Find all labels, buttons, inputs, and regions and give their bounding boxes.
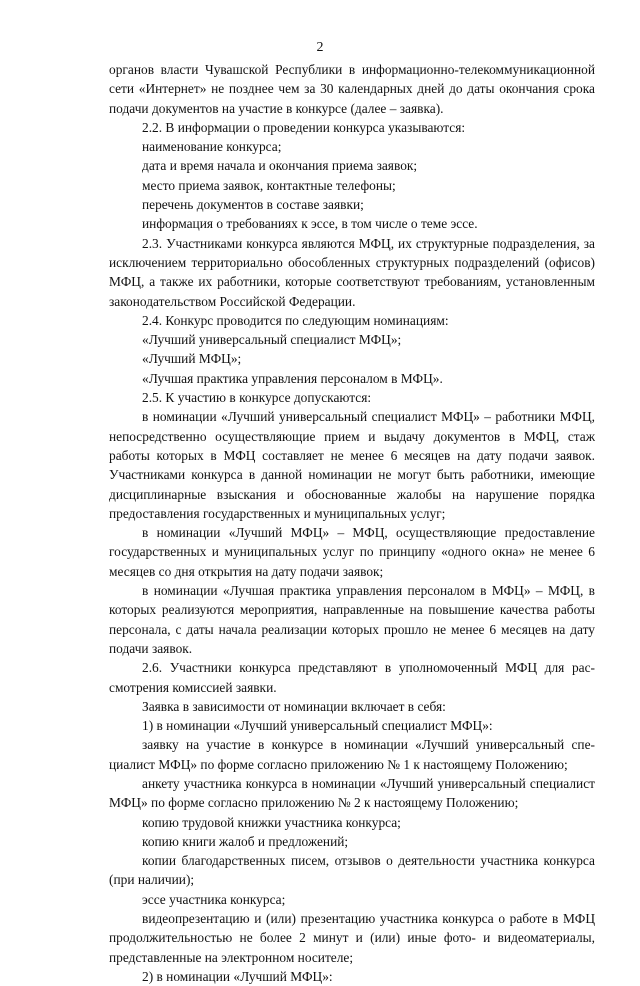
paragraph: в номинации «Лучший универсальный специалист МФЦ» – работники МФЦ, непосредственно осуществляющие прием и выдачу документов в МФЦ, стаж работы которых в МФЦ составляет не менее 6 месяцев на дату подачи заявок. Участниками конкурса в данной номинации не могут быть работники, имеющие дисциплинарные взыскания и обоснованные жалобы на нарушение порядка предоставления государственных и муниципальных услуг;	[109, 409, 595, 521]
paragraph: в номинации «Лучший МФЦ» – МФЦ, осуществляющие предоставление государственных и муниципальных услуг по принципу «одного окна» не менее 6 месяцев со дня открытия на дату подачи заявок;	[109, 525, 595, 579]
paragraph: 2.3. Участниками конкурса являются МФЦ, их структурные подразделения, за исключением территориально обособленных структурных подразделений (офисов) МФЦ, а также их работники, которые соответствуют требованиям, установленным законодательством Российской Федерации.	[109, 235, 595, 309]
paragraph: 2.4. Конкурс проводится по следующим номинациям:	[142, 312, 449, 328]
page-number: 2	[316, 40, 324, 55]
document-body	[109, 60, 595, 986]
list-item: «Лучший МФЦ»;	[142, 351, 242, 367]
list-item: перечень документов в составе заявки;	[142, 197, 364, 213]
paragraph: в номинации «Лучшая практика управления персоналом в МФЦ» – МФЦ, в которых реализуются мероприятия, направленные на повышение качества работы персонала, с даты начала реализации которых прошло не менее 6 месяцев на дату подачи заявок.	[109, 583, 595, 656]
list-item: «Лучшая практика управления персоналом в МФЦ».	[142, 370, 443, 386]
paragraph: органов власти Чувашской Республики в информационно-телекоммуникационной сети «Интернет» не позднее чем за 30 календарных дней до даты окончания срока подачи документов на участие в конкурсе (далее – заявка).	[109, 62, 595, 116]
list-item: заявку на участие в конкурсе в номинации «Лучший универсальный специалист МФЦ» по форме согласно приложению № 1 к настоящему Положению;	[109, 737, 595, 772]
list-item: копию трудовой книжки участника конкурса;	[142, 814, 401, 830]
list-item: информация о требованиях к эссе, в том числе о теме эссе.	[142, 216, 478, 232]
paragraph: 2.5. К участию в конкурсе допускаются:	[142, 390, 372, 406]
list-item: эссе участника конкурса;	[142, 891, 286, 907]
paragraph: 2) в номинации «Лучший МФЦ»:	[142, 968, 333, 984]
list-item: анкету участника конкурса в номинации «Лучший универсальный специалист МФЦ» по форме согласно приложению № 2 к настоящему Положению;	[109, 775, 595, 811]
paragraph: Заявка в зависимости от номинации включает в себя:	[142, 698, 446, 714]
list-item: место приема заявок, контактные телефоны;	[142, 177, 396, 193]
list-item: видеопрезентацию и (или) презентацию участника конкурса о работе в МФЦ продолжительностью не более 2 минут и (или) иные фото- и видеоматериалы, представленные на электронном носителе;	[109, 911, 595, 965]
paragraph: 2.2. В информации о проведении конкурса указываются:	[142, 119, 466, 135]
paragraph: 1) в номинации «Лучший универсальный специалист МФЦ»:	[142, 718, 493, 734]
list-item: «Лучший универсальный специалист МФЦ»;	[142, 332, 402, 348]
paragraph: 2.6. Участники конкурса представляют в уполномоченный МФЦ для рассмотрения комиссией заявки.	[109, 660, 595, 695]
list-item: наименование конкурса;	[142, 139, 282, 155]
list-item: дата и время начала и окончания приема заявок;	[142, 158, 418, 174]
list-item: копию книги жалоб и предложений;	[142, 833, 349, 849]
list-item: копии благодарственных писем, отзывов о деятельности участника конкурса (при наличии);	[109, 853, 595, 888]
